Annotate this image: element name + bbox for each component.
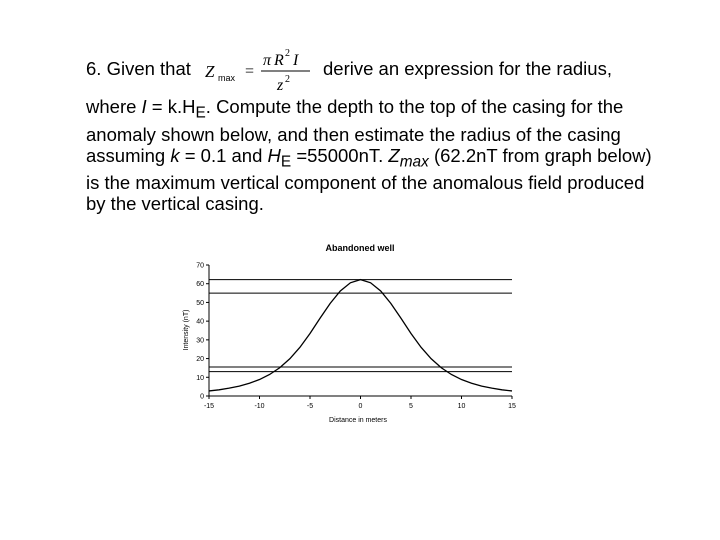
text-instructions-1: . Compute the depth to the top of the casing for the anomaly shown below, and then estimate the radius of the casing assuming: [86, 96, 624, 166]
y-tick-label: 50: [196, 299, 204, 307]
x-tick-label: -10: [254, 403, 265, 410]
y-tick-label: 20: [196, 356, 204, 364]
formula-equals: =: [245, 63, 255, 80]
text-sub-e-1: E: [195, 104, 206, 122]
x-tick-label: 10: [457, 403, 466, 410]
question-after-formula: derive an expression for the radius,: [323, 58, 612, 79]
y-tick-label: 0: [200, 393, 204, 401]
text-equals: =: [146, 96, 168, 117]
text-instructions-3: =55000nT.: [291, 144, 389, 166]
y-tick-label: 60: [196, 281, 204, 289]
text-sub-e-2: E: [280, 153, 292, 171]
formula-den-exp: 2: [285, 74, 290, 85]
question-lead: 6. Given that: [86, 58, 191, 79]
text-var-z: Z: [388, 144, 400, 166]
text-k-h: k.H: [167, 96, 196, 117]
formula-den-z: z: [277, 77, 284, 94]
x-tick-label: -15: [203, 403, 215, 410]
formula-lhs-var: Z: [205, 62, 215, 81]
x-tick-label: 15: [508, 403, 516, 410]
formula-num-r-exp: 2: [285, 48, 290, 59]
x-tick-label: 5: [409, 403, 413, 410]
text-where: where: [86, 96, 142, 117]
text-var-h: H: [267, 144, 281, 166]
chart-y-axis-label: Intensity (nT): [183, 309, 190, 351]
formula-num-pi: π: [263, 52, 272, 69]
abandoned-well-chart: [176, 240, 536, 430]
x-tick-label: -5: [306, 403, 314, 410]
text-instructions-2: = 0.1 and: [179, 144, 268, 166]
formula-num-r: R: [274, 52, 284, 69]
zmax-formula: [205, 46, 317, 96]
y-tick-label: 10: [196, 374, 204, 382]
y-tick-label: 70: [196, 262, 204, 270]
anomaly-curve: [209, 280, 512, 391]
x-tick-label: 0: [358, 403, 363, 410]
y-tick-label: 30: [196, 337, 204, 345]
chart-title: Abandoned well: [325, 243, 395, 253]
text-sub-max: max: [399, 153, 429, 171]
y-tick-label: 40: [196, 318, 204, 326]
text-var-i: I: [141, 96, 147, 117]
text-instructions-4: (62.2nT from graph below) is the maximum vertical component of the anomalous field produced by the vertical casing.: [86, 144, 652, 215]
formula-lhs-sub: max: [218, 73, 236, 83]
question-body: [86, 96, 656, 214]
text-var-k: k: [170, 144, 180, 166]
formula-num-i: I: [293, 52, 299, 69]
chart-x-axis-label: Distance in meters: [329, 417, 387, 424]
